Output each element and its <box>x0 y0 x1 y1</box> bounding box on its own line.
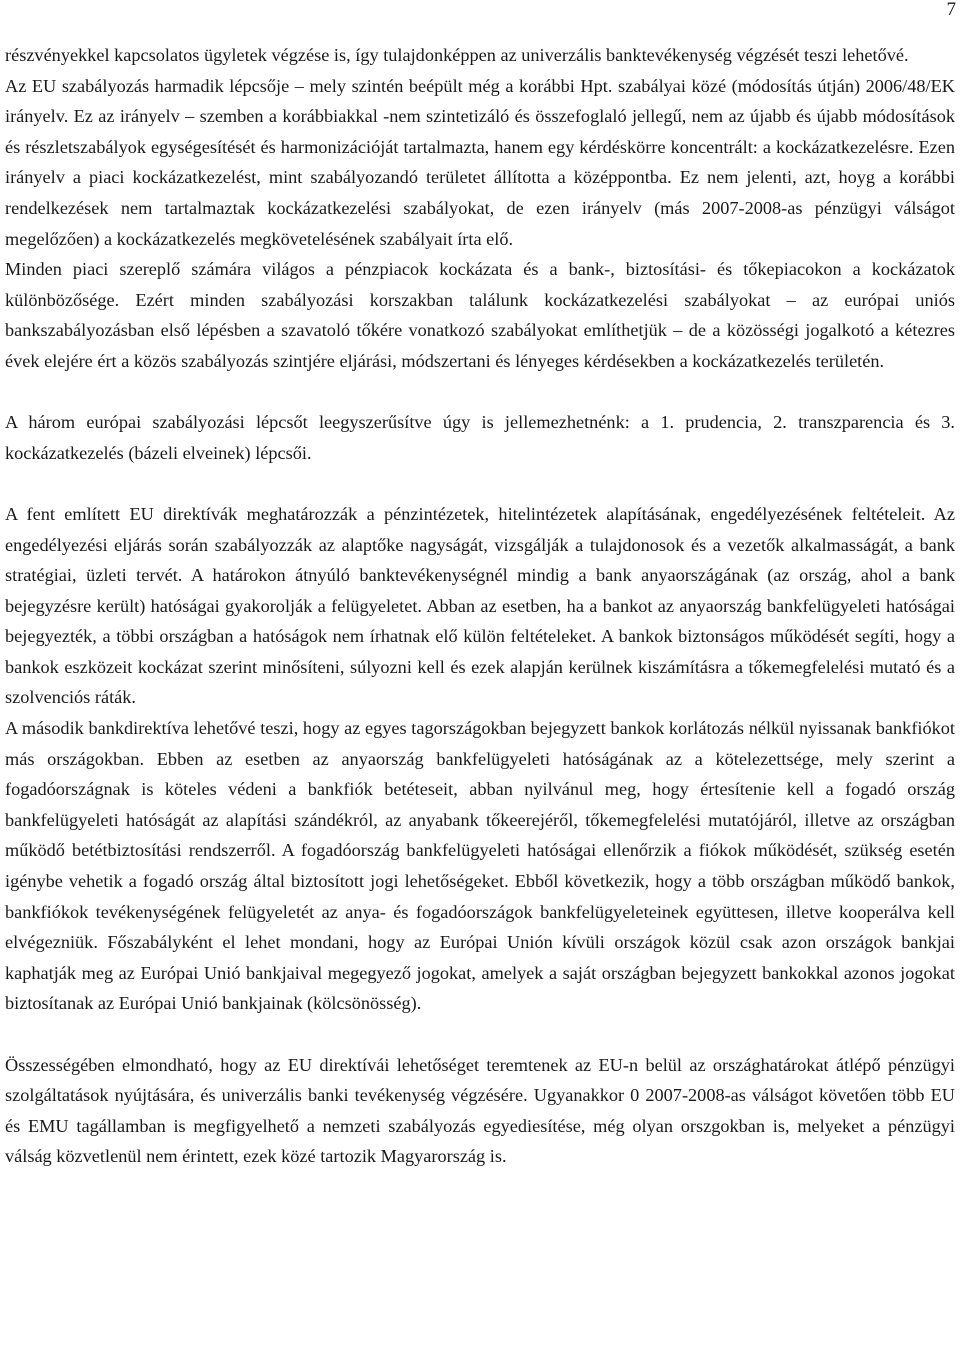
paragraph-gap <box>5 1019 955 1050</box>
paragraph-three-steps: A három európai szabályozási lépcsőt leegyszerűsítve úgy is jellemezhetnénk: a 1. prudencia, 2. transzparencia és 3. kockázatkezelés (bázeli elveinek) lépcsői. <box>5 412 955 463</box>
paragraph-directives: A fent említett EU direktívák meghatározzák a pénzintézetek, hitelintézetek alapításának, engedélyezésének feltételeit. Az engedélyezési eljárás során szabályozzák az alaptőke nagyságát, vizsgálják a tulajdonosok és a vezetők alkalmasságát, a bank stratégiai, üzleti tervét. A határokon átnyúló banktevékenységnél mindig a bank anyaországának (az ország, ahol a bank bejegyzésre került) hatóságai gyakorolják a felügyeletet. Abban az esetben, ha a bankot az anyaország bankfelügyeleti hatóságai bejegyezték, a többi országban a hatóságok nem írhatnak elő külön feltételeket. A bankok biztonságos működését segíti, hogy a bankok eszközeit kockázat szerint minősíteni, súlyozni kell és ezek alapján kerülnek kiszámításra a tőkemegfelelési mutató és a szolvenciós ráták. <box>5 503 955 708</box>
paragraph-gap <box>5 377 955 408</box>
document-body <box>5 40 955 1172</box>
paragraph-third-step: Az EU szabályozás harmadik lépcsője – mely szintén beépült még a korábbi Hpt. szabályai közé (módosítás útján) 2006/48/EK irányelv. Ez az irányelv – szemben a korábbiakkal -nem szintetizáló és összefoglaló jellegű, nem az újabb és újabb módosítások és részletszabályok egységesítését és harmonizációját tartalmazta, hanem egy kérdéskörre koncentrált: a kockázatkezelésre. Ezen irányelv a piaci kockázatkezelést, mint szabályozandó területet állította a középpontba. Ez nem jelenti, azt, hoyg a korábbi rendelkezések nem tartalmaztak kockázatkezelési szabályokat, de ezen irányelv (más 2007-2008-as pénzügyi válságot megelőzően) a kockázatkezelés megkövetelésének szabályait írta elő. <box>5 75 955 249</box>
paragraph-second-directive: A második bankdirektíva lehetővé teszi, hogy az egyes tagországokban bejegyzett bankok korlátozás nélkül nyissanak bankfiókot más országokban. Ebben az esetben az anyaország bankfelügyeleti hatóságának az a kötelezettsége, mely szerint a fogadóországnak is köteles védeni a bankfiók betéteseit, abban nyilvánul meg, hogy értesítenie kell a fogadó ország bankfelügyeleti hatóságát az alapítási szándékról, az anyabank tőkeerejéről, tőkemegfelelési mutatójáról, illetve az országban működő betétbiztosítási rendszerről. A fogadóország bankfelügyeleti hatóságai ellenőrzik a fiókok működését, szükség esetén igénybe vehetik a fogadó ország által biztosított jogi lehetőségeket. Ebből következik, hogy a több országban működő bankok, bankfiókok tevékenységének felügyeletét az anya- és fogadóországok bankfelügyeleteinek együttesen, illetve kooperálva kell elvégezniük. Főszabályként el lehet mondani, hogy az Európai Unión kívüli országok közül csak azon országok bankjai kaphatják meg az Európai Unió bankjaival megegyező jogokat, amelyek a saját országban bejegyzett bankokkal azonos jogokat biztosítanak az Európai Unió bankjainak (kölcsönösség). <box>5 718 955 1014</box>
paragraph-risk-rules: Minden piaci szereplő számára világos a pénzpiacok kockázata és a bank-, biztosítási- és tőkepiacokon a kockázatok különbözősége. Ezért minden szabályozási korszakban találunk kockázatkezelési szabályokat – az európai uniós bankszabályozásban első lépésben a szavatoló tőkére vonatkozó szabályokat említhetjük – de a közösségi jogalkotó a kétezres évek elejére ért a közös szabályozás szintjére eljárási, módszertani és lényeges kérdésekben a kockázatkezelés területén. <box>5 259 955 371</box>
paragraph-gap <box>5 468 955 499</box>
paragraph-summary: Összességében elmondható, hogy az EU direktívái lehetőséget teremtenek az EU-n belül az országhatárokat átlépő pénzügyi szolgáltatások nyújtására, és univerzális banki tevékenység végzésére. Ugyanakkor 0 2007-2008-as válságot követően több EU és EMU tagállamban is megfigyelhető a nemzeti szabályozás egyediesítése, még olyan orszgokban is, melyeket a pénzügyi válság közvetlenül nem érintett, ezek közé tartozik Magyarország is. <box>5 1054 955 1167</box>
page-number: 7 <box>946 0 956 20</box>
paragraph-continuation: részvényekkel kapcsolatos ügyletek végzése is, így tulajdonképpen az univerzális banktevékenység végzését teszi lehetővé. <box>5 45 909 65</box>
